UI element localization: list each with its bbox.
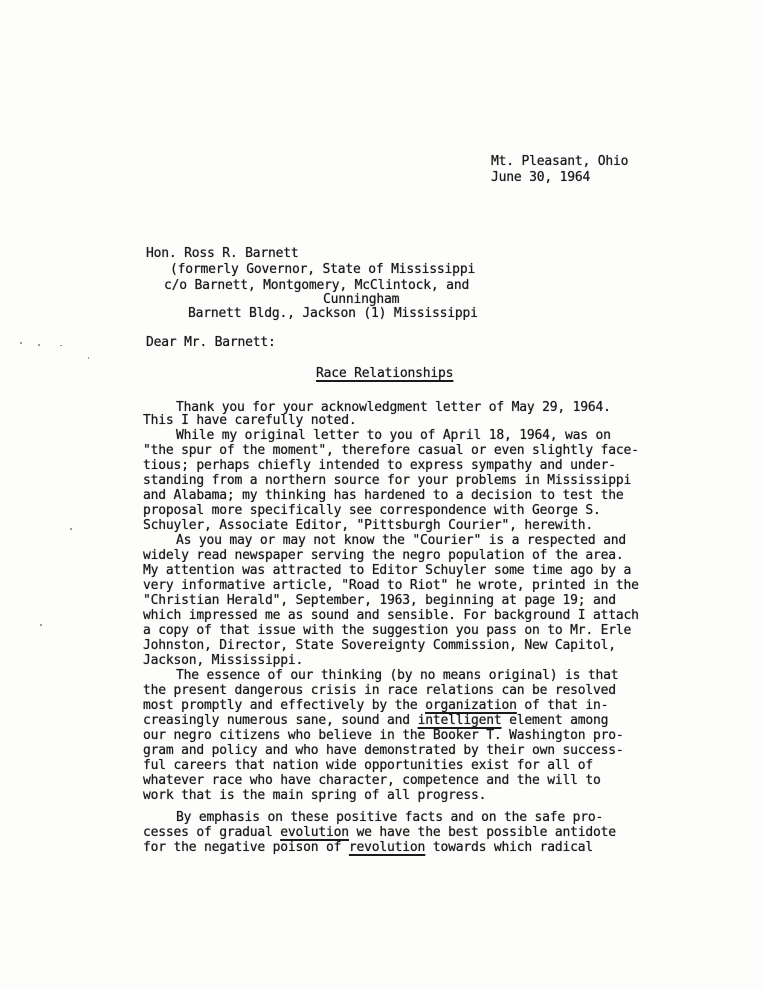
scan-speck xyxy=(70,528,72,530)
scan-speck xyxy=(88,357,89,359)
recipient-line: (formerly Governor, State of Mississippi xyxy=(170,262,476,277)
body-text: element among xyxy=(501,713,609,728)
body-line: "Christian Herald", September, 1963, beginning at page 19; and xyxy=(143,593,616,608)
body-line xyxy=(143,840,593,856)
underlined-word: revolution xyxy=(348,840,426,855)
body-line: ful careers that nation wide opportunities exist for all of xyxy=(143,758,593,773)
body-line: The essence of our thinking (by no means original) is that xyxy=(176,668,619,683)
body-line: tious; perhaps chiefly intended to express sympathy and under- xyxy=(143,458,616,473)
body-line: standing from a northern source for your problems in Mississippi xyxy=(143,473,632,488)
body-line: our negro citizens who believe in the Booker T. Washington pro- xyxy=(143,728,624,743)
recipient-line: Cunningham xyxy=(323,292,400,307)
body-line: This I have carefully noted. xyxy=(143,413,357,428)
body-line: "the spur of the moment", therefore casual or even slightly face- xyxy=(143,443,639,458)
body-line: and Alabama; my thinking has hardened to a decision to test the xyxy=(143,488,624,503)
body-line: widely read newspaper serving the negro population of the area. xyxy=(143,548,624,563)
body-text: cesses of gradual xyxy=(143,825,281,840)
body-line: very informative article, "Road to Riot" he wrote, printed in the xyxy=(143,578,639,593)
body-text: for the negative poison of xyxy=(143,840,349,855)
body-line: gram and policy and who have demonstrated by their own success- xyxy=(143,743,624,758)
body-text: creasingly numerous sane, sound and xyxy=(143,713,418,728)
body-line: proposal more specifically see correspondence with George S. xyxy=(143,503,601,518)
scan-speck xyxy=(40,624,42,626)
recipient-line: Barnett Bldg., Jackson (1) Mississippi xyxy=(188,306,478,321)
body-line: By emphasis on these positive facts and on the safe pro- xyxy=(176,810,604,825)
salutation: Dear Mr. Barnett: xyxy=(146,335,276,350)
scan-speck xyxy=(20,342,22,344)
body-text: of that in- xyxy=(516,698,609,713)
scan-speck xyxy=(60,345,62,346)
body-line: Schuyler, Associate Editor, "Pittsburgh Courier", herewith. xyxy=(143,518,593,533)
body-line: My attention was attracted to Editor Schuyler some time ago by a xyxy=(143,563,632,578)
recipient-line: Hon. Ross R. Barnett xyxy=(146,246,299,261)
body-line: which impressed me as sound and sensible. For background I attach xyxy=(143,608,639,623)
body-line: a copy of that issue with the suggestion you pass on to Mr. Erle xyxy=(143,623,632,638)
body-line: While my original letter to you of April 18, 1964, was on xyxy=(176,428,611,443)
body-line xyxy=(143,698,608,714)
body-line: Johnston, Director, State Sovereignty Commission, New Capitol, xyxy=(143,638,616,653)
subject-heading: Race Relationships xyxy=(316,366,454,381)
body-line: As you may or may not know the "Courier" is a respected and xyxy=(176,533,626,548)
underlined-word: organization xyxy=(425,698,517,713)
body-line xyxy=(143,713,608,729)
body-line: the present dangerous crisis in race relations can be resolved xyxy=(143,683,616,698)
body-line: work that is the main spring of all progress. xyxy=(143,788,487,803)
underlined-word: intelligent xyxy=(417,713,502,728)
sender-place: Mt. Pleasant, Ohio xyxy=(491,154,629,169)
body-text: we have the best possible antidote xyxy=(348,825,616,840)
body-text: most promptly and effectively by the xyxy=(143,698,426,713)
body-text: towards which radical xyxy=(425,840,593,855)
underlined-word: evolution xyxy=(280,825,349,840)
body-line xyxy=(143,825,616,841)
body-line: Jackson, Mississippi. xyxy=(143,653,304,668)
body-line: Thank you for your acknowledgment letter of May 29, 1964. xyxy=(176,400,611,415)
recipient-line: c/o Barnett, Montgomery, McClintock, and xyxy=(164,278,470,293)
body-line: whatever race who have character, competence and the will to xyxy=(143,773,601,788)
letter-date: June 30, 1964 xyxy=(491,170,591,185)
scan-speck xyxy=(38,344,40,346)
